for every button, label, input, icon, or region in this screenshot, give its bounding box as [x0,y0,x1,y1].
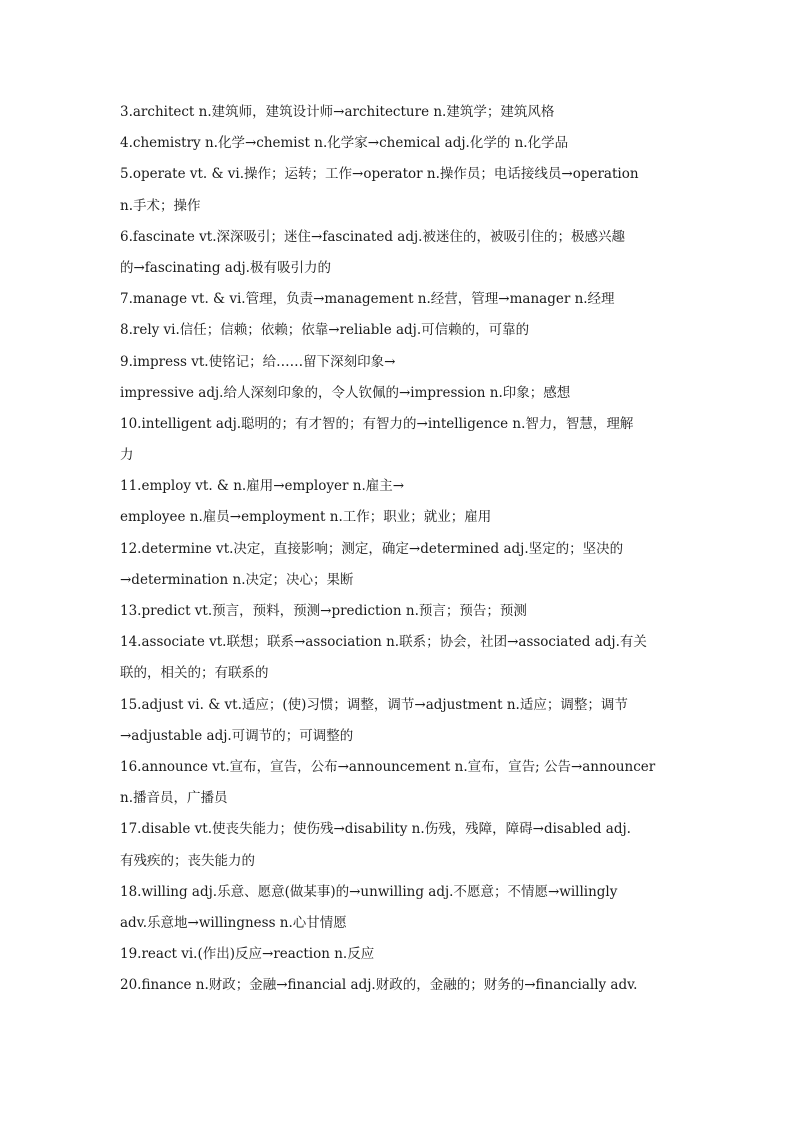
text-line: n.播音员，广播员 [120,790,228,807]
text-line: 5.operate vt. & vi.操作；运转；工作→operator n.操作员；电话接线员→operation [120,166,639,183]
text-line: 14.associate vt.联想；联系→association n.联系；协会，社团→associated adj.有关 [120,634,647,651]
text-line: 3.architect n.建筑师，建筑设计师→architecture n.建筑学；建筑风格 [120,104,555,120]
text-line: adv.乐意地→willingness n.心甘情愿 [120,914,347,931]
text-line: 16.announce vt.宣布，宣告，公布→announcement n.宣布，宣告; 公告→announcer [120,758,656,775]
text-line: 18.willing adj.乐意、愿意(做某事)的→unwilling adj.不愿意；不情愿→willingly [120,883,618,900]
text-line: 的→fascinating adj.极有吸引力的 [120,259,331,276]
text-line: 12.determine vt.决定，直接影响；测定，确定→determined adj.坚定的；坚决的 [120,540,624,557]
text-line: 力 [120,447,134,464]
text-line: 15.adjust vi. & vt.适应；(使)习惯；调整，调节→adjustment n.适应；调整；调节 [120,696,628,713]
vocabulary-list [120,97,680,1001]
text-line: 联的，相关的；有联系的 [120,665,269,682]
text-line: 9.impress vt.使铭记；给……留下深刻印象→ [120,353,396,370]
text-line: →determination n.决定；决心；果断 [120,571,354,588]
text-line: 6.fascinate vt.深深吸引；迷住→fascinated adj.被迷住的，被吸引住的；极感兴趣 [120,228,625,245]
text-line: 20.finance n.财政；金融→financial adj.财政的，金融的；财务的→financially adv. [120,977,638,994]
text-line: →adjustable adj.可调节的；可调整的 [120,727,354,744]
text-line: 19.react vi.(作出)反应→reaction n.反应 [120,946,375,963]
text-line: 10.intelligent adj.聪明的；有才智的；有智力的→intelligence n.智力，智慧，理解 [120,415,634,432]
text-line: 7.manage vt. & vi.管理，负责→management n.经营，管理→manager n.经理 [120,291,615,308]
text-line: 8.rely vi.信任；信赖；依赖；依靠→reliable adj.可信赖的，可靠的 [120,322,530,339]
text-line: employee n.雇员→employment n.工作；职业；就业；雇用 [120,509,492,526]
text-line: 17.disable vt.使丧失能力；使伤残→disability n.伤残，残障，障碍→disabled adj. [120,821,631,838]
text-line: impressive adj.给人深刻印象的，令人钦佩的→impression n.印象；感想 [120,384,571,401]
text-line: 有残疾的；丧失能力的 [120,852,255,869]
text-line: n.手术；操作 [120,197,201,214]
text-line: 4.chemistry n.化学→chemist n.化学家→chemical adj.化学的 n.化学品 [120,135,569,152]
text-line: 11.employ vt. & n.雇用→employer n.雇主→ [120,478,405,495]
text-line: 13.predict vt.预言，预料，预测→prediction n.预言；预告；预测 [120,603,527,619]
